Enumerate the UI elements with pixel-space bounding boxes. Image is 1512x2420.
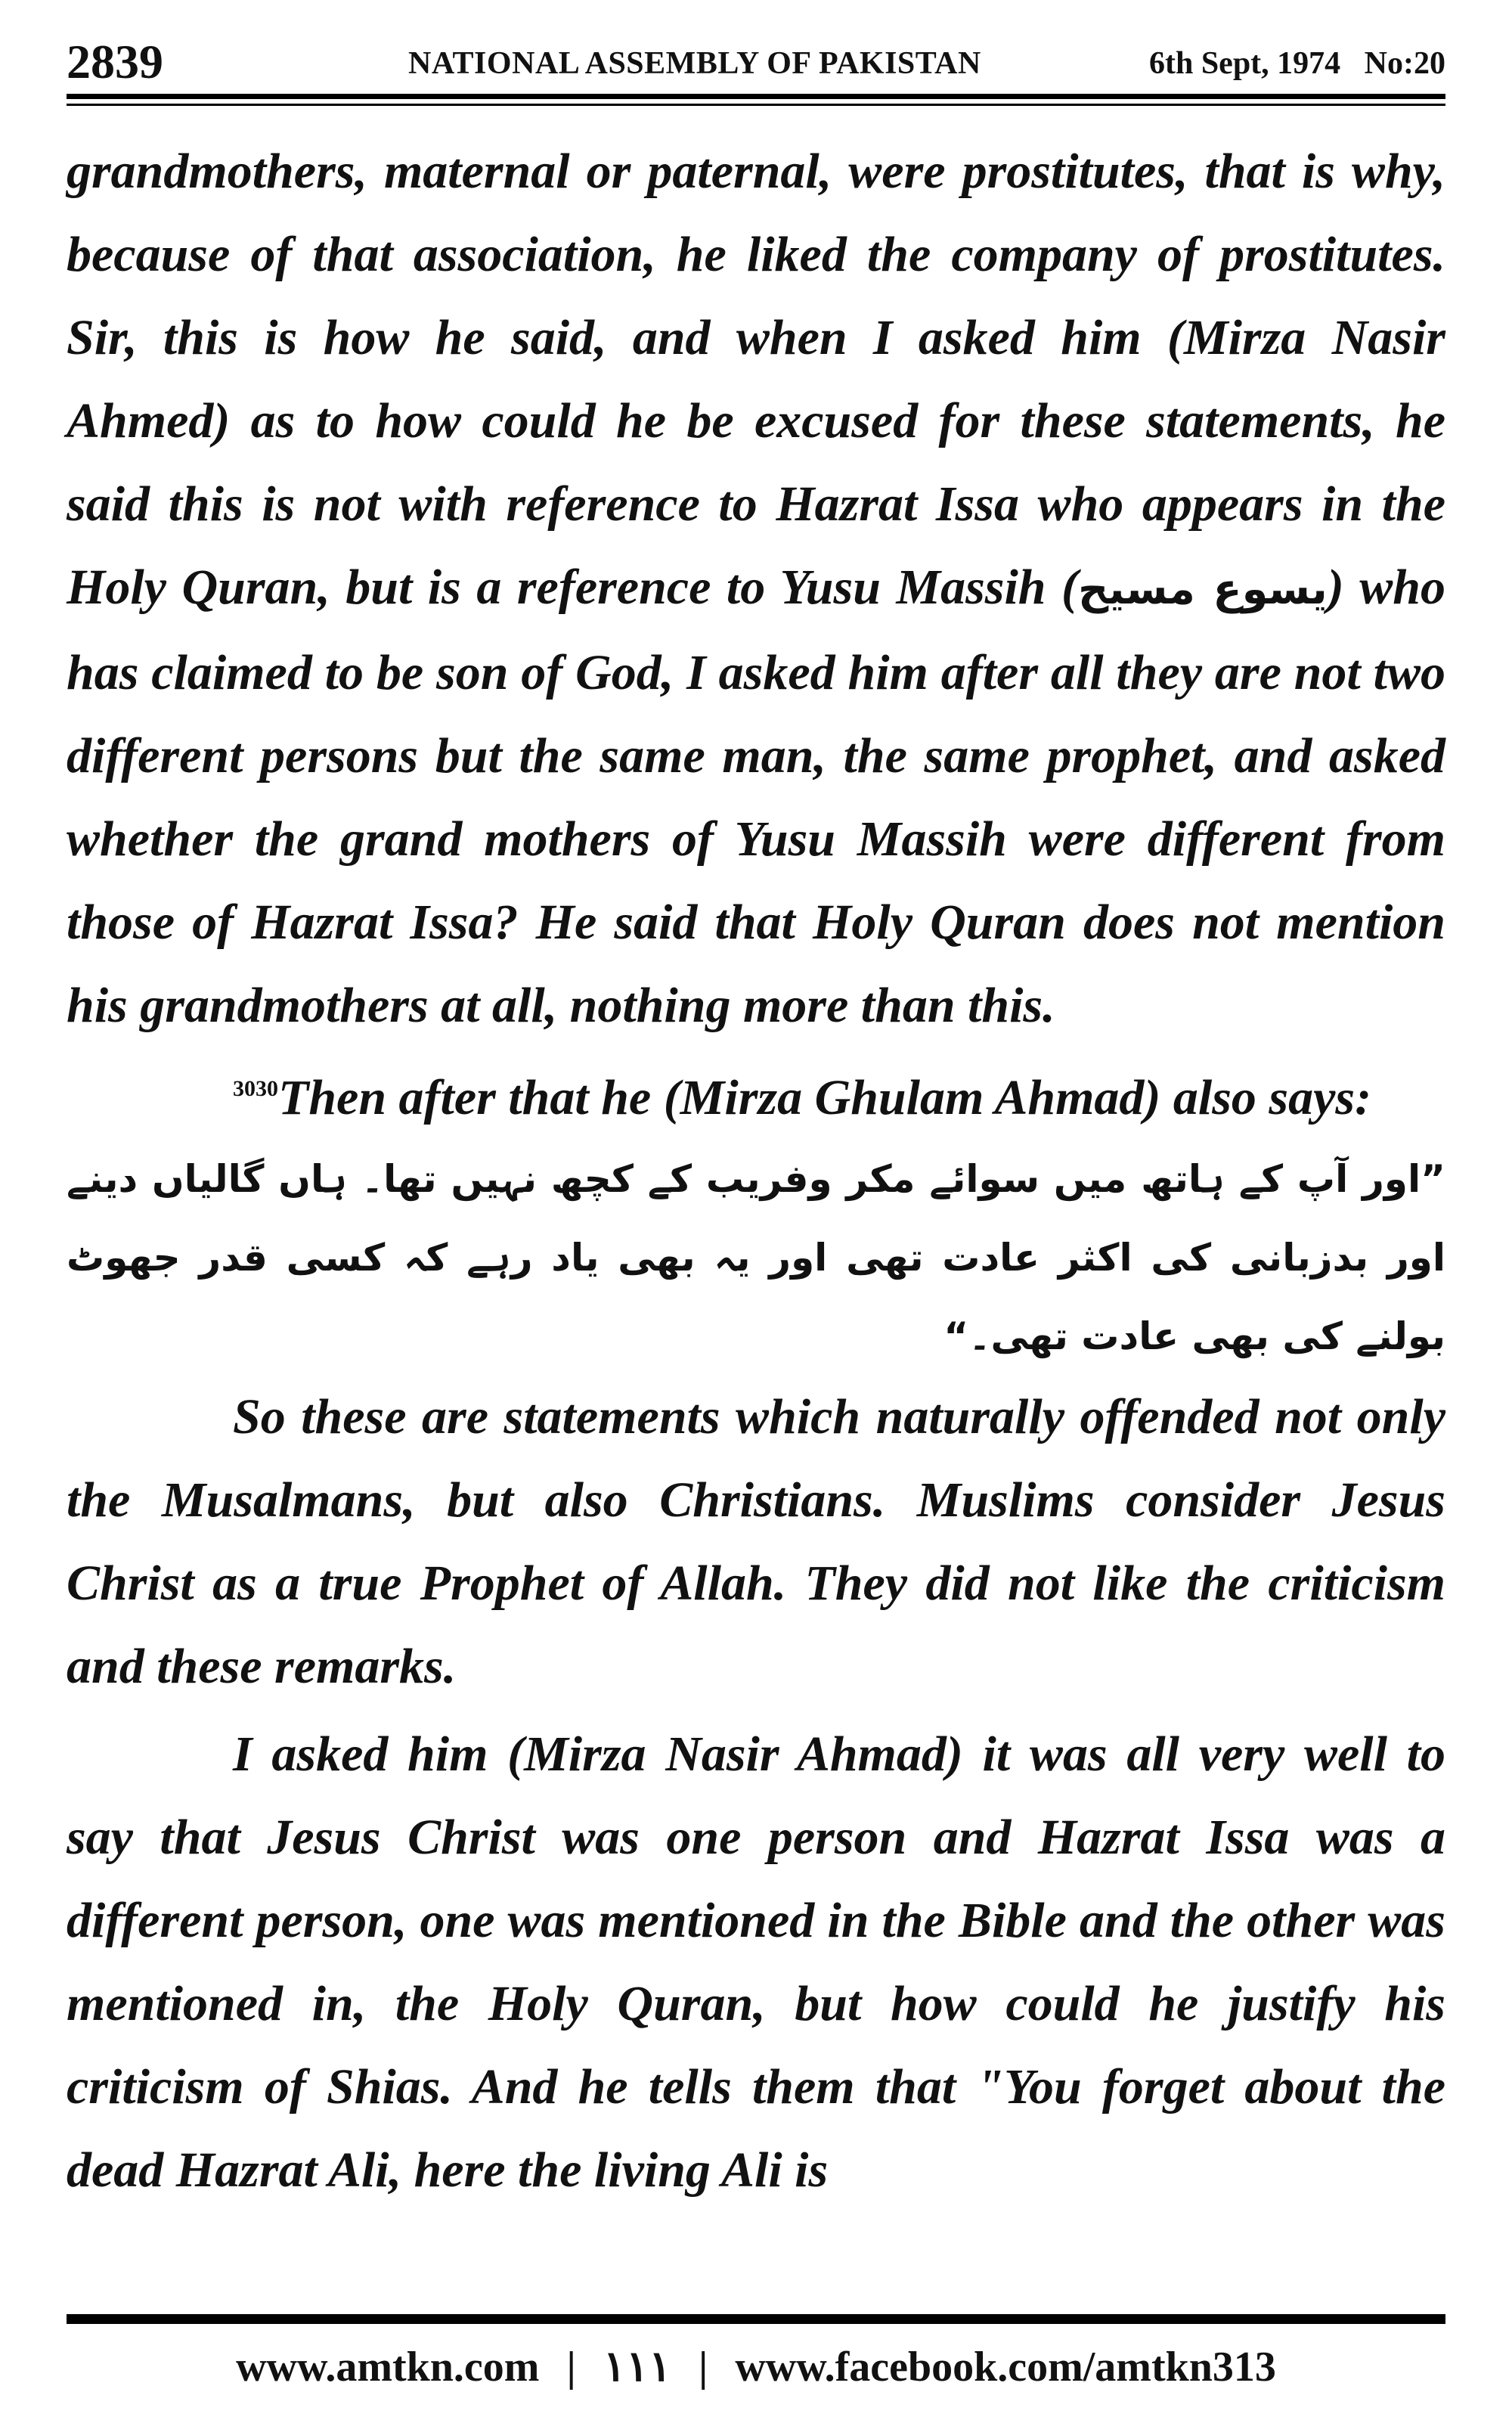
header-rule-thin	[67, 104, 1445, 106]
urdu-quotation: ”اور آپ کے ہاتھ میں سوائے مکر وفریب کے کچھ نہیں تھا۔ ہاں گالیاں دینے اور بدزبانی کی اکثر عادت تھی اور یہ بھی یاد رہے کہ کسی قدر جھوٹ بولنے کی بھی عادت تھی۔“	[67, 1157, 1445, 1358]
footer-separator: |	[699, 2344, 708, 2391]
paragraph-1-text-a: grandmothers, maternal or paternal, were prostitutes, that is why, because of that association, he liked the company of prostitutes. Sir, this is how he said, and when I asked him (Mirza Nasir Ahmed) as to how could he be excused for these statements, he said this is not with reference to Hazrat Issa who appears in the Holy Quran, but is a reference to Yusu Massih (	[67, 144, 1445, 615]
header-title: NATIONAL ASSEMBLY OF PAKISTAN	[408, 46, 981, 81]
page-number: 2839	[67, 35, 163, 88]
urdu-inline-term: یسوع مسیح	[1078, 565, 1328, 614]
paragraph-2-text: Then after that he (Mirza Ghulam Ahmad) also says:	[278, 1070, 1372, 1125]
paragraph-1	[67, 130, 1445, 1047]
page-footer	[67, 2329, 1445, 2405]
footer-website-link[interactable]: www.amtkn.com	[236, 2344, 540, 2391]
paragraph-4: I asked him (Mirza Nasir Ahmad) it was all very well to say that Jesus Christ was one person and Hazrat Issa was a different person, one was mentioned in the Bible and the other was mentioned in, the Holy Quran, but how could he justify his criticism of Shias. And he tells them that "You forget about the dead Hazrat Ali, here the living Ali is	[67, 1727, 1445, 2198]
footer-separator: |	[566, 2344, 576, 2391]
paragraph-3: So these are statements which naturally offended not only the Musalmans, but also Christians. Muslims consider Jesus Christ as a true Prophet of Allah. They did not like the criticism and these remarks.	[67, 1389, 1445, 1694]
footnote-reference: 3030	[233, 1076, 278, 1101]
paragraph-2	[67, 1047, 1445, 1140]
paragraph-1-text-b: ) who has claimed to be son of God, I asked him after all they are not two different persons but the same man, the same prophet, and asked whether the grand mothers of Yusu Massih were different from those of Hazrat Issa? He said that Holy Quran does not mention his grandmothers at all, nothing more than this.	[67, 560, 1446, 1033]
header-rule-thick	[67, 94, 1445, 99]
header-session	[1149, 41, 1445, 86]
header-issue-number: No:20	[1364, 46, 1445, 81]
footer-rule	[67, 2314, 1445, 2324]
header-date: 6th Sept, 1974	[1148, 46, 1341, 81]
page-body	[67, 130, 1445, 2212]
footer-facebook-link[interactable]: www.facebook.com/amtkn313	[735, 2344, 1276, 2391]
footer-page-mark: ۱۱۱	[603, 2344, 672, 2391]
page-header	[67, 32, 1445, 92]
